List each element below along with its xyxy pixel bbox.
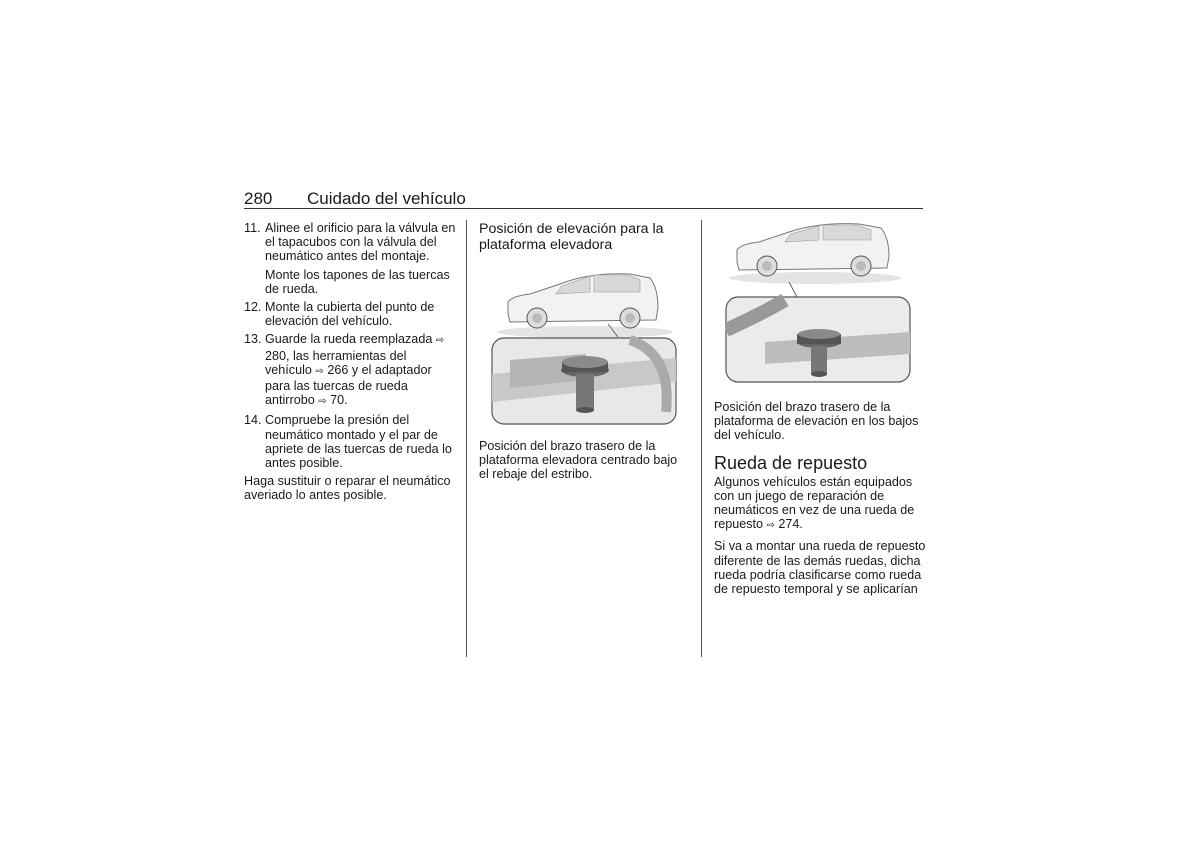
figure-caption: Posición del brazo trasero de la plataforma de elevación en los bajos del vehículo. xyxy=(714,400,919,443)
column-middle xyxy=(479,221,684,259)
closing-paragraph: Haga sustituir o reparar el neumático averiado lo antes posible. xyxy=(244,474,451,503)
list-number: 11. xyxy=(244,221,261,235)
page-reference-arrow-icon: ⇨ xyxy=(435,335,445,347)
page-number: 280 xyxy=(244,189,273,208)
list-text: 70. xyxy=(330,393,348,408)
section-heading: Rueda de repuesto xyxy=(714,452,868,473)
paragraph: Si va a montar una rueda de repuesto diferente de las demás ruedas, dicha rueda podría clasificarse como rueda de repuesto temporal y se aplicarían xyxy=(714,539,926,597)
list-text: Monte la cubierta del punto de elevación del vehículo. xyxy=(265,300,435,329)
column-middle-caption xyxy=(479,439,684,488)
page-reference-arrow-icon: ⇨ xyxy=(766,520,775,532)
list-item-14 xyxy=(244,413,456,470)
column-divider-right xyxy=(701,220,702,657)
list-text: 266 y el adaptador para las tuercas de rueda antirrobo xyxy=(265,362,432,408)
section-heading: Posición de elevación para la plataforma elevadora xyxy=(479,221,664,253)
list-number: 14. xyxy=(244,413,262,428)
list-text: 280, las herramientas del vehículo xyxy=(265,348,407,377)
header-rule xyxy=(244,208,923,209)
lift-position-illustration xyxy=(490,262,680,427)
chapter-title: Cuidado del vehículo xyxy=(307,189,466,208)
paragraph-text: 274. xyxy=(778,517,803,532)
page-reference-arrow-icon: ⇨ xyxy=(315,365,324,377)
page-reference-arrow-icon: ⇨ xyxy=(318,396,327,408)
paragraph-text: Algunos vehículos están equipados con un juego de reparación de neumáticos en vez de una rueda de repuesto xyxy=(714,474,915,532)
paragraph xyxy=(714,475,926,534)
list-item-11 xyxy=(244,221,456,264)
column-divider-left xyxy=(466,220,467,657)
column-right xyxy=(714,400,926,602)
list-number: 12. xyxy=(244,300,262,315)
list-subparagraph: Monte los tapones de las tuercas de rueda. xyxy=(265,267,450,296)
list-text: Compruebe la presión del neumático montado y el par de apriete de las tuercas de rueda lo antes posible. xyxy=(265,413,452,471)
figure-caption: Posición del brazo trasero de la plataforma elevadora centrado bajo el rebaje del estribo. xyxy=(479,439,678,482)
list-number: 13. xyxy=(244,332,262,347)
column-left xyxy=(244,221,456,509)
underbody-lift-illustration xyxy=(725,222,912,384)
list-text: Alinee el orificio para la válvula en el tapacubos con la válvula del neumático antes del montaje. xyxy=(265,221,456,264)
page-header xyxy=(244,189,923,209)
list-text: Guarde la rueda reemplazada xyxy=(265,332,433,347)
list-item-12 xyxy=(244,300,456,328)
list-item-13 xyxy=(244,332,456,409)
